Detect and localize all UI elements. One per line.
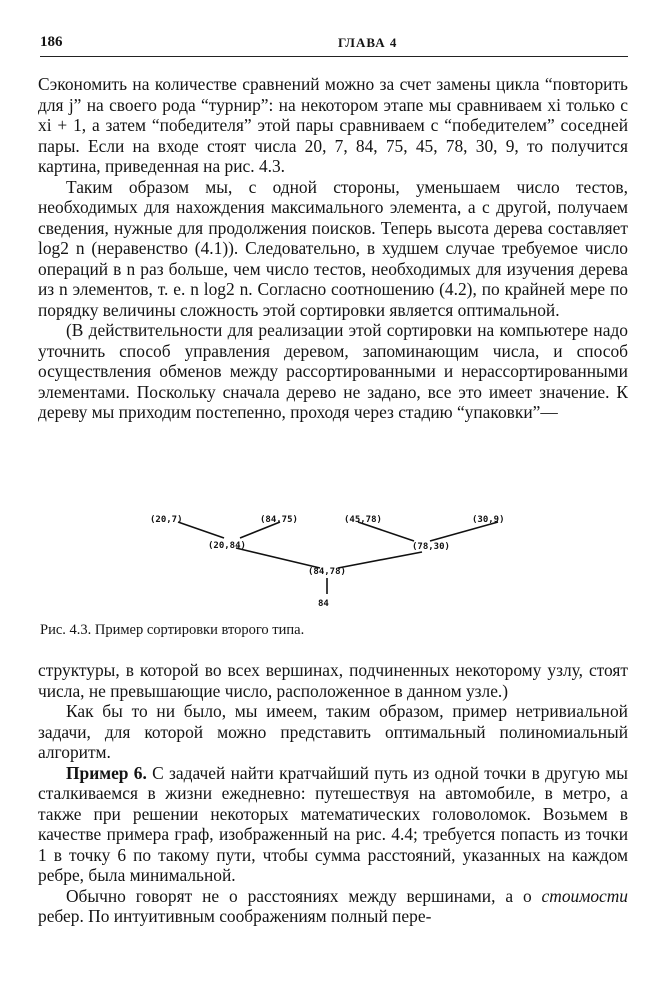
running-head: ГЛАВА 4	[338, 35, 398, 50]
leaf-node-3: (45,78)	[344, 515, 382, 525]
tournament-tree-diagram	[120, 508, 560, 610]
tree-edge	[338, 552, 422, 568]
figure-tournament-tree	[120, 508, 560, 610]
paragraph-example-6	[38, 763, 628, 886]
figure-caption: Рис. 4.3. Пример сортировки второго типа.	[40, 622, 305, 638]
page-number: 186	[40, 34, 63, 50]
cost-text-start: Обычно говорят не о расстояниях между вершинами, а о	[66, 885, 532, 906]
paragraph-implementation: (В действительности для реализации этой сортировки на компьютере надо уточнить способ управления деревом, запоминающим числа, и способ осуществления обменов между рассортированными и нерассортированными элементами. Поскольку сначала дерево не задано, все это имеет значение. К дереву мы приходим постепенно, проходя через стадию “упаковки”—	[38, 320, 628, 422]
paragraph-structure: структуры, в которой во всех вершинах, подчиненных некоторому узлу, стоят числа, не превышающие число, расположенное в данном узле.)	[38, 660, 628, 701]
paragraph-tournament: Сэкономить на количестве сравнений можно за счет замены цикла “повторить для j” на своего рода “турнир”: на некотором этапе мы сравниваем xi только с xi + 1, а затем “победителя” этой пары сравниваем с “победителем” соседней пары. Если на входе стоят числа 20, 7, 84, 75, 45, 78, 30, 9, то получится картина, приведенная на рис. 4.3.	[38, 74, 628, 176]
level1-node-left: (20,84)	[208, 541, 246, 551]
root-node: (84,78)	[308, 567, 346, 577]
level1-node-right: (78,30)	[412, 542, 450, 552]
tree-edge	[236, 548, 320, 568]
leaf-node-4: (30,9)	[472, 515, 505, 525]
example-text: С задачей найти кратчайший путь из одной точки в другую мы сталкиваемся в жизни ежедневно: путешествуя на автомобиле, в метро, а также при решении некоторых математических головоломок. Возьмем в качестве примера граф, изображенный на рис. 4.4; требуется попасть из точки 1 в точку 6 по такому пути, чтобы сумма расстояний, указанных на каждом ребре, была минимальной.	[38, 762, 628, 885]
paragraph-tree-height: Таким образом мы, с одной стороны, уменьшаем число тестов, необходимых для нахождения максимального элемента, а с другой, получаем сведения, нужные для продолжения поисков. Теперь высота дерева составляет log2 n (неравенство (4.1)). Следовательно, в худшем случае требуемое число операций в n раз больше, чем число тестов, необходимых для изучения дерева из n элементов, т. е. n log2 n. Согласно соотношению (4.2), по крайней мере по порядку величины сложность этой сортировки является оптимальной.	[38, 176, 628, 320]
page-header	[40, 34, 628, 57]
leaf-node-2: (84,75)	[260, 515, 298, 525]
winner-node: 84	[318, 599, 329, 609]
cost-text-end: ребер. По интуитивным соображениям полный пере-	[38, 906, 432, 926]
cost-term: стоимости	[541, 885, 628, 906]
paragraph-cost	[38, 886, 628, 927]
bottom-text-block	[38, 660, 628, 927]
paragraph-conclusion: Как бы то ни было, мы имеем, таким образом, пример нетривиальной задачи, для которой можно представить оптимальный полиномиальный алгоритм.	[38, 701, 628, 762]
top-text-block	[38, 74, 628, 423]
example-label: Пример 6.	[66, 762, 147, 783]
leaf-node-1: (20,7)	[150, 515, 183, 525]
tree-edge	[178, 522, 224, 538]
